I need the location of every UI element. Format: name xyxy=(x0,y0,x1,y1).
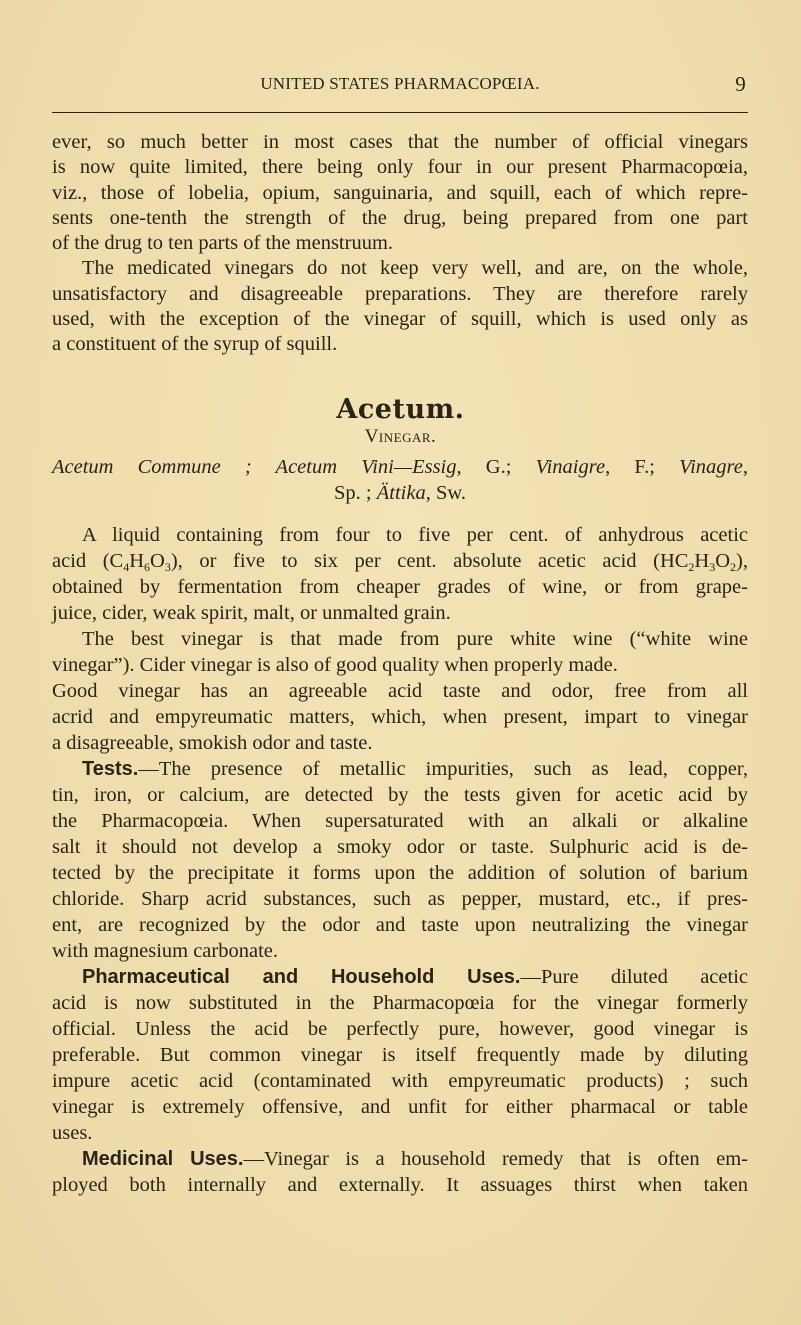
text-run: Vinagre xyxy=(679,456,743,478)
text-run: , G.; xyxy=(456,456,536,478)
text-line xyxy=(52,860,748,886)
section-subheading: Vinegar. xyxy=(364,426,437,447)
running-title: UNITED STATES PHARMACOPŒIA. xyxy=(260,74,540,93)
text-run: preferable. But common vinegar is itself frequently made by diluting xyxy=(52,1044,748,1066)
running-header xyxy=(52,74,748,98)
text-run: ever, so much better in most cases that the number of official vinegars xyxy=(52,131,748,153)
text-line xyxy=(52,1094,748,1120)
text-line xyxy=(52,231,748,256)
text-line xyxy=(52,155,748,180)
text-line xyxy=(52,912,748,938)
text-run: —Vinegar is a household remedy that is often em- xyxy=(243,1148,749,1170)
text-run: juice, cider, weak spirit, malt, or unmalted grain. xyxy=(52,602,451,624)
text-line xyxy=(52,626,748,652)
text-run: obtained by fermentation from cheaper grades of wine, or from grape- xyxy=(52,576,748,598)
text-run: A liquid containing from four to five per cent. of anhydrous acetic xyxy=(82,524,748,546)
text-line xyxy=(52,307,748,332)
text-line xyxy=(52,730,748,756)
text-run: , xyxy=(742,456,748,478)
text-line xyxy=(52,1146,748,1172)
text-run: chloride. Sharp acrid substances, such as pepper, mustard, etc., if pres- xyxy=(52,888,748,910)
text-run: tected by the precipitate it forms upon the addition of solution of barium xyxy=(52,862,748,884)
text-run: ployed both internally and externally. It assuages thirst when taken xyxy=(52,1174,748,1196)
text-run: Ättika xyxy=(376,482,426,504)
subscript: 2 xyxy=(730,560,737,574)
text-run: ent, are recognized by the odor and taste upon neutralizing the vinegar xyxy=(52,914,748,936)
subscript: 3 xyxy=(164,560,171,574)
text-run: H xyxy=(129,550,145,572)
text-run: impure acetic acid (contaminated with empyreumatic products) ; such xyxy=(52,1070,748,1092)
text-run: O xyxy=(715,550,731,572)
text-line xyxy=(52,256,748,281)
text-line xyxy=(52,1068,748,1094)
text-run: Good vinegar has an agreeable acid taste and odor, free from all xyxy=(52,680,748,702)
run-in-heading: Tests. xyxy=(82,758,139,780)
text-run: ), or five to six per cent. absolute acetic acid (HC xyxy=(170,550,689,572)
text-run: , F.; xyxy=(605,456,680,478)
text-line xyxy=(52,574,748,600)
text-run: acrid and empyreumatic matters, which, when present, impart to vinegar xyxy=(52,706,748,728)
text-run: the Pharmacopœia. When supersaturated with an alkali or alkaline xyxy=(52,810,748,832)
text-run: used, with the exception of the vinegar of squill, which is used only as xyxy=(52,308,748,331)
text-run: sents one-tenth the strength of the drug, being prepared from one part xyxy=(52,206,748,229)
synonym-line xyxy=(52,454,748,480)
text-line xyxy=(52,130,748,155)
text-line xyxy=(52,282,748,307)
text-run: Sp. ; xyxy=(334,482,377,504)
text-run: viz., those of lobelia, opium, sanguinaria, and squill, each of which repre- xyxy=(52,181,748,204)
text-run: salt it should not develop a smoky odor or taste. Sulphuric acid is de- xyxy=(52,836,748,858)
intro-text xyxy=(52,130,748,358)
text-run: official. Unless the acid be perfectly pure, however, good vinegar is xyxy=(52,1018,748,1040)
subscript: 3 xyxy=(709,560,716,574)
text-line xyxy=(52,206,748,231)
run-in-heading: Pharmaceutical and Household Uses. xyxy=(82,966,521,988)
synonyms xyxy=(52,454,748,506)
text-run: —The presence of metallic impurities, such as lead, copper, xyxy=(138,758,748,780)
text-line xyxy=(52,756,748,782)
text-line xyxy=(52,600,748,626)
text-line xyxy=(52,1042,748,1068)
text-line xyxy=(52,522,748,548)
text-run: a constituent of the syrup of squill. xyxy=(52,333,338,356)
text-run: The medicated vinegars do not keep very well, and are, on the whole, xyxy=(82,257,748,280)
section-heading: Acetum. xyxy=(336,394,465,425)
text-line xyxy=(52,652,748,678)
text-line xyxy=(52,834,748,860)
text-line xyxy=(52,181,748,206)
text-run: ), xyxy=(736,550,748,572)
text-run: , Sw. xyxy=(425,482,466,504)
text-run: with magnesium carbonate. xyxy=(52,940,279,962)
text-run: is now quite limited, there being only four in our present Pharmacopœia, xyxy=(52,156,748,179)
text-line xyxy=(52,964,748,990)
text-run: The best vinegar is that made from pure white wine (“white wine xyxy=(82,628,748,650)
text-run: vinegar is extremely offensive, and unfit for either pharmacal or table xyxy=(52,1096,748,1118)
subscript: 6 xyxy=(144,560,151,574)
run-in-heading: Medicinal Uses. xyxy=(82,1148,244,1170)
subscript: 4 xyxy=(123,560,130,574)
text-line xyxy=(52,808,748,834)
text-run: of the drug to ten parts of the menstruum. xyxy=(52,232,394,255)
text-run: Acetum Commune ; Acetum Vini—Essig xyxy=(52,456,457,478)
text-run: —Pure diluted acetic xyxy=(520,966,748,988)
text-line xyxy=(52,1120,748,1146)
text-run: O xyxy=(150,550,165,572)
text-run: a disagreeable, smokish odor and taste. xyxy=(52,732,373,754)
text-line xyxy=(52,1016,748,1042)
text-run: uses. xyxy=(52,1122,93,1144)
text-line xyxy=(52,886,748,912)
text-line xyxy=(52,990,748,1016)
text-run: acid is now substituted in the Pharmacopœia for the vinegar formerly xyxy=(52,992,748,1014)
text-line xyxy=(52,704,748,730)
text-run: acid (C xyxy=(52,550,124,572)
header-rule xyxy=(52,112,748,113)
text-line xyxy=(52,782,748,808)
page-number: 9 xyxy=(735,72,746,96)
text-run: Vinaigre xyxy=(535,456,606,478)
text-run: unsatisfactory and disagreeable preparations. They are therefore rarely xyxy=(52,282,748,305)
subscript: 2 xyxy=(688,560,695,574)
text-line xyxy=(52,678,748,704)
text-run: tin, iron, or calcium, are detected by the tests given for acetic acid by xyxy=(52,784,748,806)
text-line xyxy=(52,938,748,964)
text-run: H xyxy=(694,550,710,572)
text-line xyxy=(52,548,748,574)
text-line xyxy=(52,1172,748,1198)
synonym-line xyxy=(52,480,748,506)
text-line xyxy=(52,332,748,357)
acetum-text xyxy=(52,522,748,1198)
text-run: vinegar”). Cider vinegar is also of good quality when properly made. xyxy=(52,654,618,676)
